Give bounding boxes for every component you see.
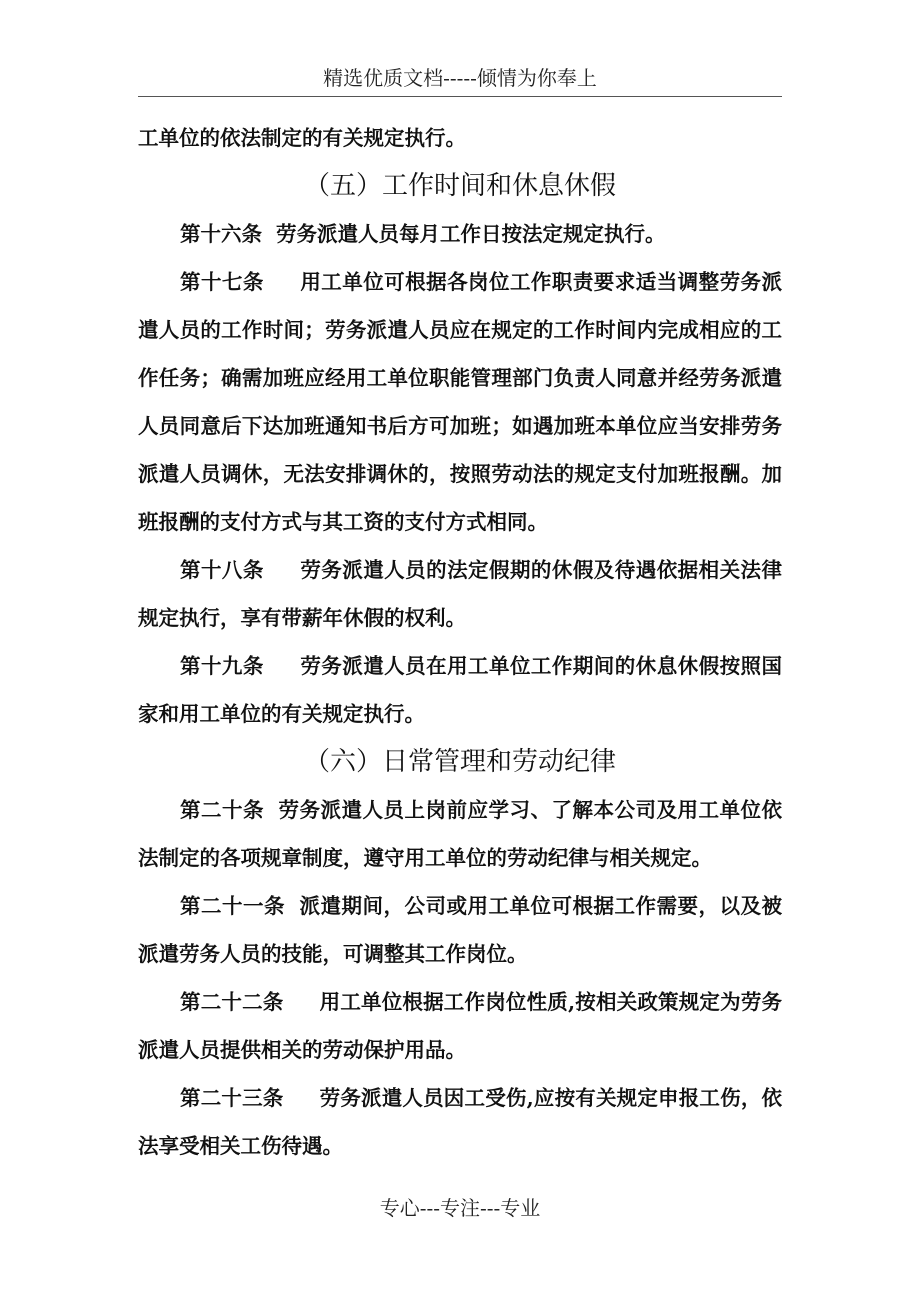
article-label: 第十七条 [180, 270, 264, 294]
article-19 [138, 642, 782, 738]
article-16 [138, 210, 782, 258]
article-21 [138, 882, 782, 978]
article-text: 用工单位可根据各岗位工作职责要求适当调整劳务派遣人员的工作时间；劳务派遣人员应在规定的工作时间内完成相应的工作任务；确需加班应经用工单位职能管理部门负责人同意并经劳务派遣人员同意后下达加班通知书后方可加班；如遇加班本单位应当安排劳务派遣人员调休，无法安排调休的，按照劳动法的规定支付加班报酬。加班报酬的支付方式与其工资的支付方式相同。 [138, 270, 783, 534]
article-23 [138, 1074, 782, 1170]
document-body [138, 114, 782, 1170]
page-header [138, 60, 782, 97]
article-label: 第二十一条 [180, 894, 285, 918]
article-label: 第十六条 [180, 222, 262, 246]
page-footer [138, 1192, 782, 1224]
article-text: 用工单位根据工作岗位性质,按相关政策规定为劳务派遣人员提供相关的劳动保护用品。 [138, 990, 783, 1062]
article-text: 劳务派遣人员在用工单位工作期间的休息休假按照国家和用工单位的有关规定执行。 [138, 654, 783, 726]
article-text: 劳务派遣人员上岗前应学习、了解本公司及用工单位依法制定的各项规章制度，遵守用工单位的劳动纪律与相关规定。 [138, 798, 782, 870]
article-label: 第二十二条 [180, 990, 284, 1014]
article-label: 第十八条 [180, 558, 264, 582]
article-label: 第十九条 [180, 654, 264, 678]
article-text: 派遣期间，公司或用工单位可根据工作需要，以及被派遣劳务人员的技能，可调整其工作岗位。 [138, 894, 782, 966]
page-footer-text: 专心---专注---专业 [379, 1196, 541, 1220]
article-text: 劳务派遣人员的法定假期的休假及待遇依据相关法律规定执行，享有带薪年休假的权利。 [138, 558, 783, 630]
article-22 [138, 978, 782, 1074]
article-label: 第二十条 [180, 798, 264, 822]
article-text: 劳务派遣人员每月工作日按法定规定执行。 [276, 222, 666, 246]
article-18 [138, 546, 782, 642]
article-17 [138, 258, 782, 546]
article-label: 第二十三条 [180, 1086, 284, 1110]
section-title-6: （六）日常管理和劳动纪律 [303, 747, 616, 777]
section-title-5: （五）工作时间和休息休假 [303, 171, 616, 201]
article-20 [138, 786, 782, 882]
continuation-paragraph: 工单位的依法制定的有关规定执行。 [138, 126, 466, 150]
page-header-text: 精选优质文档-----倾情为你奉上 [323, 66, 597, 90]
article-text: 劳务派遣人员因工受伤,应按有关规定申报工伤，依法享受相关工伤待遇。 [138, 1086, 783, 1158]
